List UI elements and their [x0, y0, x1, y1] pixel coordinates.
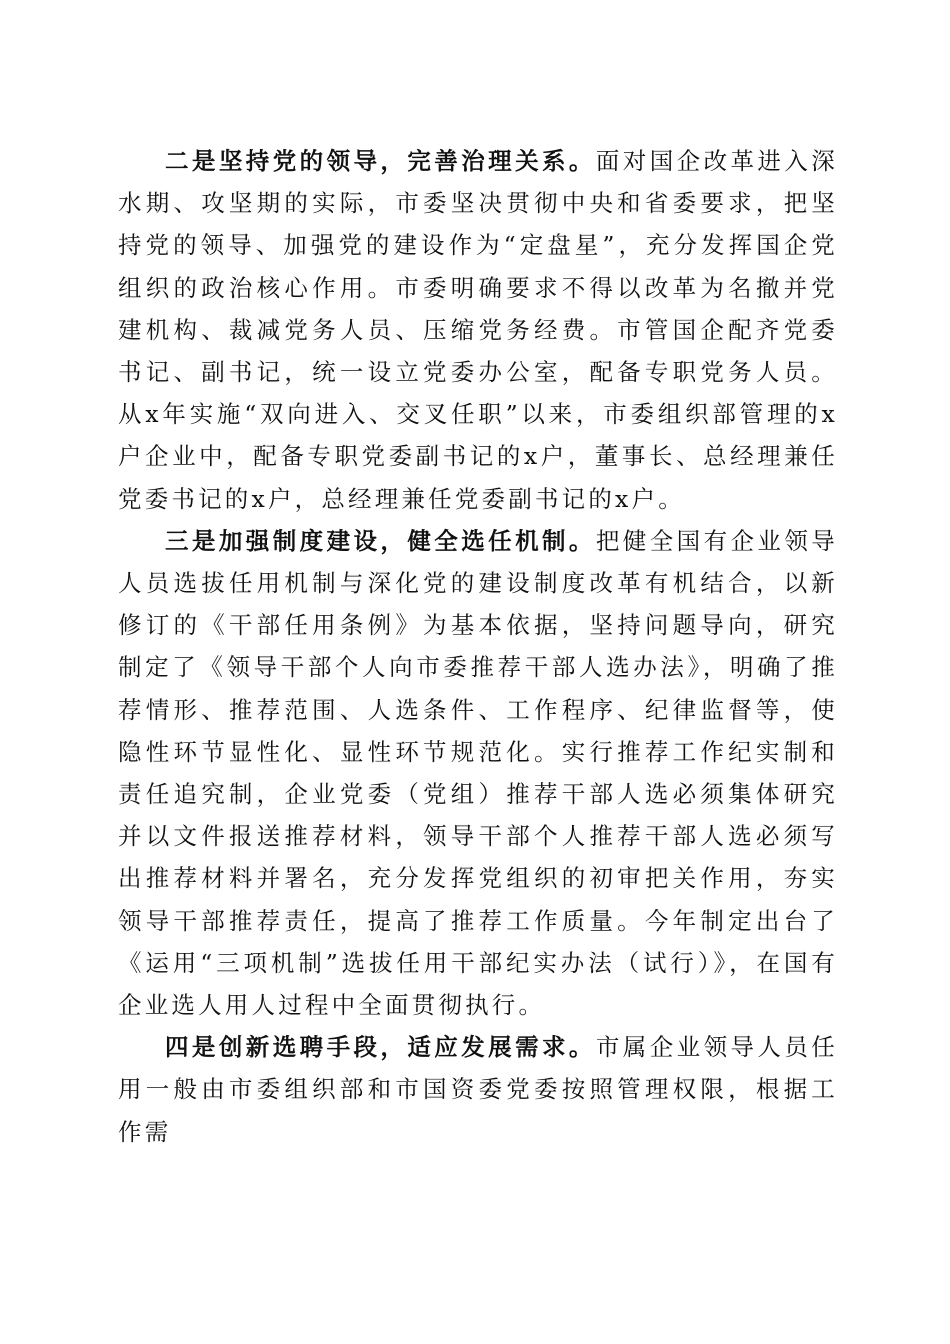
document-body — [118, 140, 838, 1153]
paragraph-lead: 二是坚持党的领导，完善治理关系。 — [165, 147, 596, 175]
paragraph-system-building — [118, 520, 838, 1026]
paragraph-lead: 三是加强制度建设，健全选任机制。 — [165, 526, 596, 555]
paragraph-recruitment — [118, 1026, 838, 1153]
paragraph-party-leadership — [118, 140, 838, 520]
paragraph-text: 把健全国有企业领导人员选拔任用机制与深化党的建设制度改革有机结合，以新修订的《干部任用条例》为基本依据，坚持问题导向，研究制定了《领导干部个人向市委推荐干部人选办法》，明确了推荐情形、推荐范围、人选条件、工作程序、纪律监督等，使隐性环节显性化、显性环节规范化。实行推荐工作纪实制和责任追究制，企业党委（党组）推荐干部人选必须集体研究并以文件报送推荐材料，领导干部个人推荐干部人选必须写出推荐材料并署名，充分发挥党组织的初审把关作用，夯实领导干部推荐责任，提高了推荐工作质量。今年制定出台了《运用“三项机制”选拔任用干部纪实办法（试行）》，在国有企业选人用人过程中全面贯彻执行。 — [118, 526, 838, 1020]
paragraph-text: 市属企业领导人员任用一般由市委组织部和市国资委党委按照管理权限，根据工作需 — [118, 1033, 838, 1146]
paragraph-lead: 四是创新选聘手段，适应发展需求。 — [165, 1033, 596, 1062]
paragraph-text: 面对国企改革进入深水期、攻坚期的实际，市委坚决贯彻中央和省委要求，把坚持党的领导、加强党的建设作为“定盘星”，充分发挥国企党组织的政治核心作用。市委明确要求不得以改革为名撤并党建机构、裁减党务人员、压缩党务经费。市管国企配齐党委书记、副书记，统一设立党委办公室，配备专职党务人员。从x年实施“双向进入、交叉任职”以来，市委组织部管理的x户企业中，配备专职党委副书记的x户，董事长、总经理兼任党委书记的x户，总经理兼任党委副书记的x户。 — [118, 147, 838, 513]
